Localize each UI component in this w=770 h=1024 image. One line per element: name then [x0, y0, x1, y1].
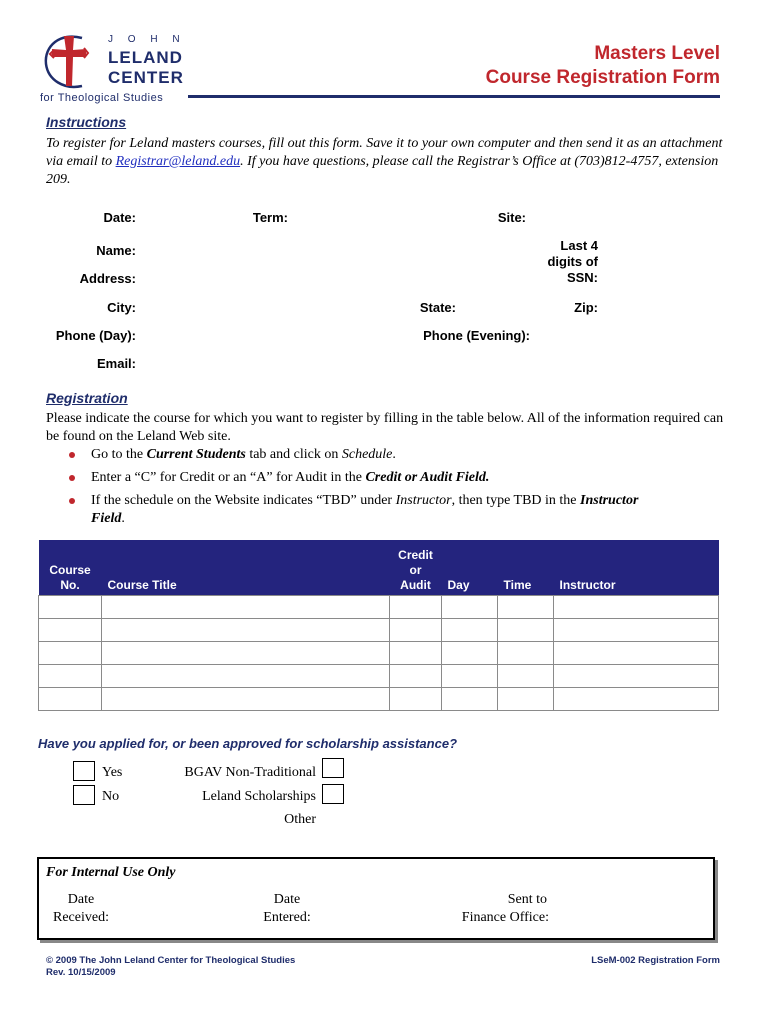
address-input[interactable]: [142, 272, 537, 288]
table-row: [39, 688, 719, 711]
phone-evening-input[interactable]: [538, 328, 719, 344]
date-entered-input[interactable]: [319, 909, 439, 925]
bullet-icon: [69, 475, 75, 481]
b1-pre: Go to the: [91, 447, 147, 462]
table-row: [39, 642, 719, 665]
cell-instructor[interactable]: [554, 619, 719, 642]
instructions-text: [46, 135, 726, 189]
b1-end: .: [392, 447, 396, 462]
table-row: [39, 596, 719, 619]
email-label: Email:: [96, 356, 136, 371]
cell-instructor[interactable]: [554, 642, 719, 665]
b3-end: .: [121, 511, 125, 526]
cell-credit-audit[interactable]: [390, 688, 442, 711]
col-instructor: Instructor: [554, 540, 719, 596]
cell-credit-audit[interactable]: [390, 665, 442, 688]
yes-label: Yes: [102, 765, 123, 780]
col-credit-audit: [390, 540, 442, 596]
title-line2: Course Registration Form: [485, 67, 720, 88]
date-received-input[interactable]: [119, 909, 233, 925]
table-row: [39, 665, 719, 688]
cell-time[interactable]: [498, 619, 554, 642]
internal-use-heading: For Internal Use Only: [46, 865, 176, 880]
instructions-text-part2: . If you have questions, please call the Registrar’s Office at (703)812-4757, extension 209.: [46, 154, 719, 187]
term-label: Term:: [252, 210, 288, 225]
cell-time[interactable]: [498, 642, 554, 665]
logo-john: J O H N: [108, 34, 186, 45]
col-course-no-l1: Course: [49, 563, 91, 577]
cell-time[interactable]: [498, 596, 554, 619]
footer-form-id: LSeM-002 Registration Form: [591, 955, 720, 966]
cell-instructor[interactable]: [554, 596, 719, 619]
ssn-label-line3: SSN:: [566, 270, 598, 285]
internal-use-box: [37, 857, 715, 940]
name-label: Name:: [96, 243, 136, 258]
sent-finance-label: [449, 891, 549, 927]
b3-pre: If the schedule on the Website indicates “TBD” under: [91, 493, 396, 508]
col-course-no: [39, 540, 102, 596]
zip-input[interactable]: [606, 300, 719, 316]
ssn-input[interactable]: [608, 272, 719, 288]
address-label: Address:: [79, 271, 136, 286]
ssn-label-line1: Last 4: [560, 238, 598, 253]
cell-course-no[interactable]: [39, 665, 102, 688]
date-entered-l2: Entered:: [263, 910, 311, 925]
scholarship-question: Have you applied for, or been approved for scholarship assistance?: [38, 736, 458, 751]
cell-credit-audit[interactable]: [390, 596, 442, 619]
zip-label: Zip:: [574, 300, 598, 315]
col-time: Time: [498, 540, 554, 596]
name-input[interactable]: [142, 243, 537, 259]
phone-evening-label: Phone (Evening):: [423, 328, 530, 343]
cell-instructor[interactable]: [554, 665, 719, 688]
date-received-label: [49, 891, 113, 927]
state-label: State:: [419, 300, 456, 315]
sent-finance-l2: Finance Office:: [461, 910, 549, 925]
bullet-2-text: [91, 469, 721, 487]
cell-day[interactable]: [442, 619, 498, 642]
sent-finance-input[interactable]: [555, 909, 709, 925]
logo-tagline: for Theological Studies: [40, 92, 164, 104]
title-line1: Masters Level: [594, 43, 720, 64]
b1-italic: Schedule: [341, 447, 393, 462]
bullet-icon: [69, 498, 75, 504]
col-course-title: Course Title: [102, 540, 390, 596]
cell-day[interactable]: [442, 642, 498, 665]
other-input[interactable]: [318, 813, 702, 829]
logo-center: CENTER: [108, 68, 184, 87]
logo-leland: LELAND: [108, 48, 183, 67]
col-day: Day: [442, 540, 498, 596]
b1-bold: Current Students: [146, 447, 246, 462]
b2-pre: Enter a “C” for Credit or an “A” for Audit in the: [91, 470, 366, 485]
cell-course-title[interactable]: [102, 665, 390, 688]
bullet-1-text: [91, 446, 721, 464]
bgav-checkbox[interactable]: [322, 758, 344, 778]
cell-course-title[interactable]: [102, 596, 390, 619]
cell-instructor[interactable]: [554, 688, 719, 711]
b1-mid: tab and click on: [245, 447, 342, 462]
col-credit-l1: Credit: [398, 548, 433, 562]
sent-finance-l1: Sent to: [507, 892, 547, 907]
instructions-heading: Instructions: [46, 114, 127, 130]
cell-day[interactable]: [442, 665, 498, 688]
yes-checkbox[interactable]: [73, 761, 95, 781]
b3-mid: , then type TBD in the: [451, 493, 581, 508]
course-table: [38, 540, 719, 711]
cell-day[interactable]: [442, 596, 498, 619]
bullet-icon: [69, 452, 75, 458]
phone-day-label: Phone (Day):: [55, 328, 136, 343]
no-checkbox[interactable]: [73, 785, 95, 805]
city-input[interactable]: [142, 300, 400, 316]
b3-italic: Instructor: [395, 493, 452, 508]
cell-course-title[interactable]: [102, 619, 390, 642]
cell-course-no[interactable]: [39, 688, 102, 711]
bgav-label: BGAV Non-Traditional: [184, 765, 316, 780]
header-rule: [188, 95, 720, 98]
cell-course-no[interactable]: [39, 642, 102, 665]
term-input[interactable]: [295, 210, 470, 226]
date-entered-l1: Date: [273, 892, 301, 907]
instructions-text-part1: To register for Leland masters courses, fill out this form. Save it to your own computer and then send it as an attachment via email to: [46, 136, 723, 169]
b3-bold2: Field: [91, 511, 122, 526]
table-header-row: [39, 540, 719, 596]
site-label: Site:: [497, 210, 526, 225]
cell-day[interactable]: [442, 688, 498, 711]
date-label: Date:: [103, 210, 136, 225]
cell-course-no[interactable]: [39, 619, 102, 642]
date-entered-label: [257, 891, 317, 927]
cell-course-title[interactable]: [102, 642, 390, 665]
other-label: Other: [284, 812, 316, 827]
b2-bold: Credit or Audit Field.: [365, 470, 490, 485]
registrar-email-link[interactable]: Registrar@leland.edu: [115, 154, 241, 169]
cross-logo-icon: [40, 30, 104, 92]
cell-course-title[interactable]: [102, 688, 390, 711]
date-received-l2: Received:: [53, 910, 109, 925]
leland-scholarships-checkbox[interactable]: [322, 784, 344, 804]
date-input[interactable]: [152, 210, 204, 226]
cell-time[interactable]: [498, 688, 554, 711]
date-received-l1: Date: [67, 892, 95, 907]
leland-scholarships-label: Leland Scholarships: [202, 789, 316, 804]
col-credit-l3: Audit: [400, 578, 431, 592]
col-credit-l2: or: [409, 563, 422, 577]
state-input[interactable]: [463, 300, 537, 316]
email-input[interactable]: [142, 356, 400, 372]
site-input[interactable]: [533, 210, 719, 226]
footer-copyright: © 2009 The John Leland Center for Theological Studies: [46, 955, 296, 966]
b3-bold: Instructor: [580, 493, 639, 508]
city-label: City:: [107, 300, 136, 315]
registration-heading: Registration: [46, 390, 128, 406]
cell-course-no[interactable]: [39, 596, 102, 619]
phone-day-input[interactable]: [142, 328, 400, 344]
no-label: No: [102, 789, 120, 804]
col-course-no-l2: No.: [60, 578, 80, 592]
footer-rev: Rev. 10/15/2009: [46, 967, 116, 978]
bullet-3-text: [91, 492, 721, 528]
ssn-label-line2: digits of: [547, 254, 598, 269]
table-row: [39, 619, 719, 642]
registration-intro: Please indicate the course for which you want to register by filling in the table below. All of the information required can be found on the Leland Web site.: [46, 411, 724, 444]
cell-credit-audit[interactable]: [390, 619, 442, 642]
cell-credit-audit[interactable]: [390, 642, 442, 665]
cell-time[interactable]: [498, 665, 554, 688]
